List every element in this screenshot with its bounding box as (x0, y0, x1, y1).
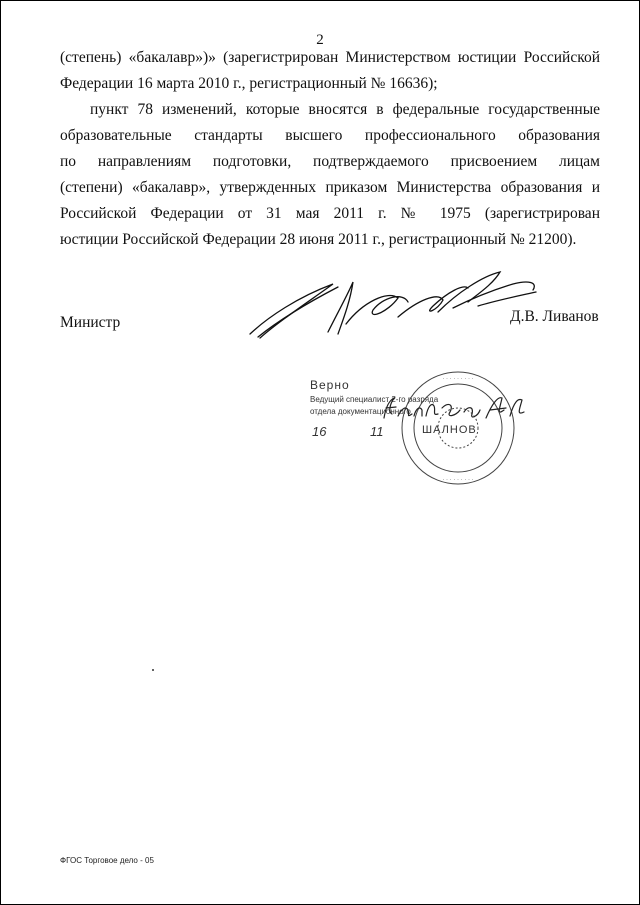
minister-name: Д.В. Ливанов (510, 308, 599, 325)
page-number: 2 (316, 32, 324, 48)
stamp-day: 16 (312, 424, 327, 439)
paragraph-2-line-6: юстиции Российской Федерации 28 июня 2011 г., регистрационный № 21200). (60, 231, 577, 248)
official-seal-icon (398, 368, 518, 488)
stamp-department: отдела документационного (310, 407, 411, 416)
scan-dot (152, 669, 154, 671)
minister-title: Министр (60, 314, 121, 331)
signature-icon (238, 262, 538, 342)
stamp-month: 11 (370, 424, 384, 439)
svg-text:· · · · · · · · ·: · · · · · · · · · (442, 477, 474, 483)
handwritten-name-icon (376, 388, 526, 428)
svg-text:· · · · · · · · ·: · · · · · · · · · (442, 376, 474, 382)
paragraph-2-line-1: пункт 78 изменений, которые вносятся в федеральные государственные (90, 101, 600, 118)
paragraph-2-line-5: Российской Федерации от 31 мая 2011 г. № 1975 (зарегистрирован (60, 205, 600, 222)
paragraph-2-line-3: по направлениям подготовки, подтверждаемого присвоением лицам (60, 153, 600, 170)
stamp-surname: ШАЛНОВ (422, 424, 477, 436)
paragraph-1-line-2: Федерации 16 марта 2010 г., регистрационный № 16636); (60, 75, 438, 92)
paragraph-1-line-1: (степень) «бакалавр»)» (зарегистрирован Министерством юстиции Российской (60, 49, 600, 66)
stamp-position: Ведущий специалист 2-го разряда (310, 395, 439, 404)
paragraph-2-line-4: (степени) «бакалавр», утвержденных приказом Министерства образования и (60, 179, 600, 196)
stamp-verno: Верно (310, 378, 350, 392)
paragraph-2-line-2: образовательные стандарты высшего профессионального образования (60, 127, 600, 144)
footer-reference: ФГОС Торговое дело - 05 (60, 856, 154, 865)
document-body (60, 45, 600, 253)
